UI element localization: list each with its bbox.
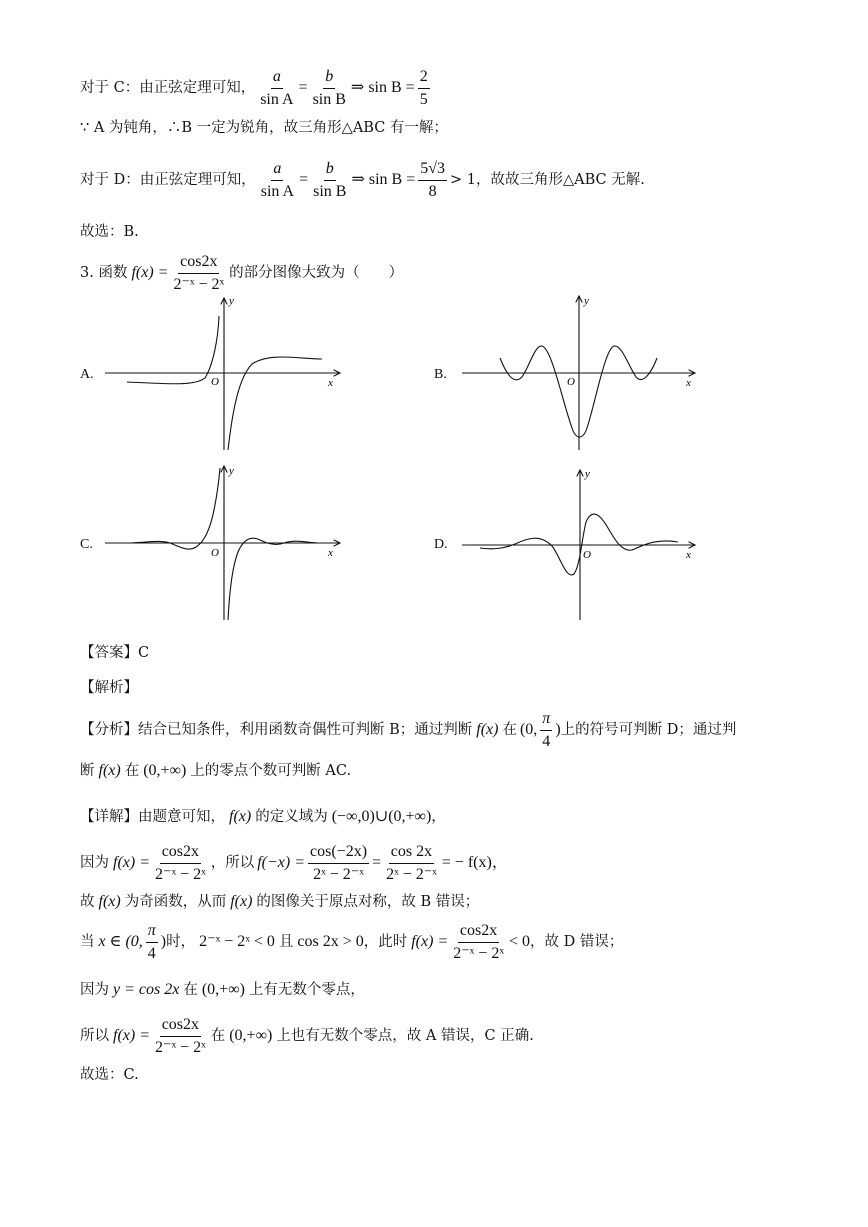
c-x: x: [328, 547, 333, 559]
fenxi-line1: 【分析】结合已知条件，利用函数奇偶性可判断 B；通过判断 f(x) 在 (0, $\frac{\pi}{4}$ ) 上的符号可判断 D；通过判: [80, 710, 737, 750]
graphs: [0, 295, 868, 625]
odd-line: 故 f(x) 为奇函数，从而 f(x) 的图像关于原点对称，故 B 错误；: [80, 893, 480, 910]
text: 对于 C：由正弦定理可知，: [80, 79, 256, 96]
option-b-label: B.: [434, 367, 447, 382]
d-y: y: [585, 468, 590, 480]
when-line: 当 x ∈ (0, $\frac{\pi}{4}$ ) 时， 2⁻ˣ − 2ˣ < 0 且 cos 2x > 0 ，此时 f(x) = $\frac{\cos 2x}{\text{2⁻ˣ − 2ˣ}}$ < 0 ，故 D 错误；: [80, 922, 624, 962]
b-x: x: [686, 377, 691, 389]
fraction: $\frac{2}{5}$: [419, 68, 428, 108]
fraction: $\frac{b}{\text{sin B}}$: [312, 68, 346, 108]
option-d-label: D.: [434, 537, 448, 552]
answer: 【答案】C: [80, 645, 150, 661]
so-line: 所以 f(x) = $\frac{\cos 2x}{\text{2⁻ˣ − 2ˣ}}$ 在 (0,+∞) 上也有无数个零点，故 A 错误，C 正确.: [80, 1016, 534, 1056]
because-line: 因为 f(x) = $\frac{\cos 2x}{\text{2⁻ˣ − 2ˣ}}$ ，所以 f(−x) = $\frac{\cos(-2x)}{\text{2ˣ − 2⁻ˣ}}$ = $\frac{\cos 2x}{\text{2ˣ − 2⁻ˣ}}$ = − f(x)，: [80, 843, 508, 883]
a-o: O: [211, 376, 219, 388]
option-a-label: A.: [80, 367, 94, 382]
b-o: O: [567, 376, 575, 388]
graph-d: [462, 470, 695, 620]
a-y: y: [229, 295, 234, 307]
inf-line: 因为 y = cos 2x 在 (0,+∞) 上有无数个零点，: [80, 981, 365, 998]
analysis-heading: 【解析】: [80, 680, 138, 696]
c-o: O: [211, 547, 219, 559]
a-x: x: [328, 377, 333, 389]
line-d: 对于 D：由正弦定理可知， $\frac{a}{\text{sin A}}$ = $\frac{b}{\text{sin B}}$ ⇒ sin B = $\frac{5√3}{8}$ > 1，故故三角形△ABC 无解.: [80, 160, 645, 200]
choose-c: 故选：C.: [80, 1067, 139, 1083]
line-a-obtuse: ∵ A 为钝角，∴B 一定为锐角，故三角形△ABC 有一解；: [80, 120, 448, 136]
d-x: x: [686, 549, 691, 561]
graph-b: [462, 296, 695, 450]
option-c-label: C.: [80, 537, 93, 552]
question-3: 3. 函数 f(x) = $\frac{\cos 2x}{\text{2⁻ˣ − 2ˣ}}$ 的部分图像大致为（ ）: [80, 253, 404, 293]
d-o: O: [583, 549, 591, 561]
fenxi-line2: 断 f(x) 在 (0,+∞) 上的零点个数可判断 AC.: [80, 762, 352, 779]
xiangjie-line1: 【详解】由题意可知， f(x) 的定义域为 (−∞,0)∪(0,+∞) ，: [80, 808, 446, 825]
fraction: $\frac{a}{\text{sin A}}$: [260, 68, 294, 108]
graph-c: [105, 466, 340, 620]
b-y: y: [584, 295, 589, 307]
line-c: 对于 C：由正弦定理可知， $\frac{a}{\text{sin A}}$ = $\frac{b}{\text{sin B}}$ ⇒ sin B = $\frac{2}{5}$: [80, 68, 428, 108]
choose-b: 故选：B.: [80, 224, 139, 240]
graph-a: [105, 298, 340, 450]
c-y: y: [229, 465, 234, 477]
